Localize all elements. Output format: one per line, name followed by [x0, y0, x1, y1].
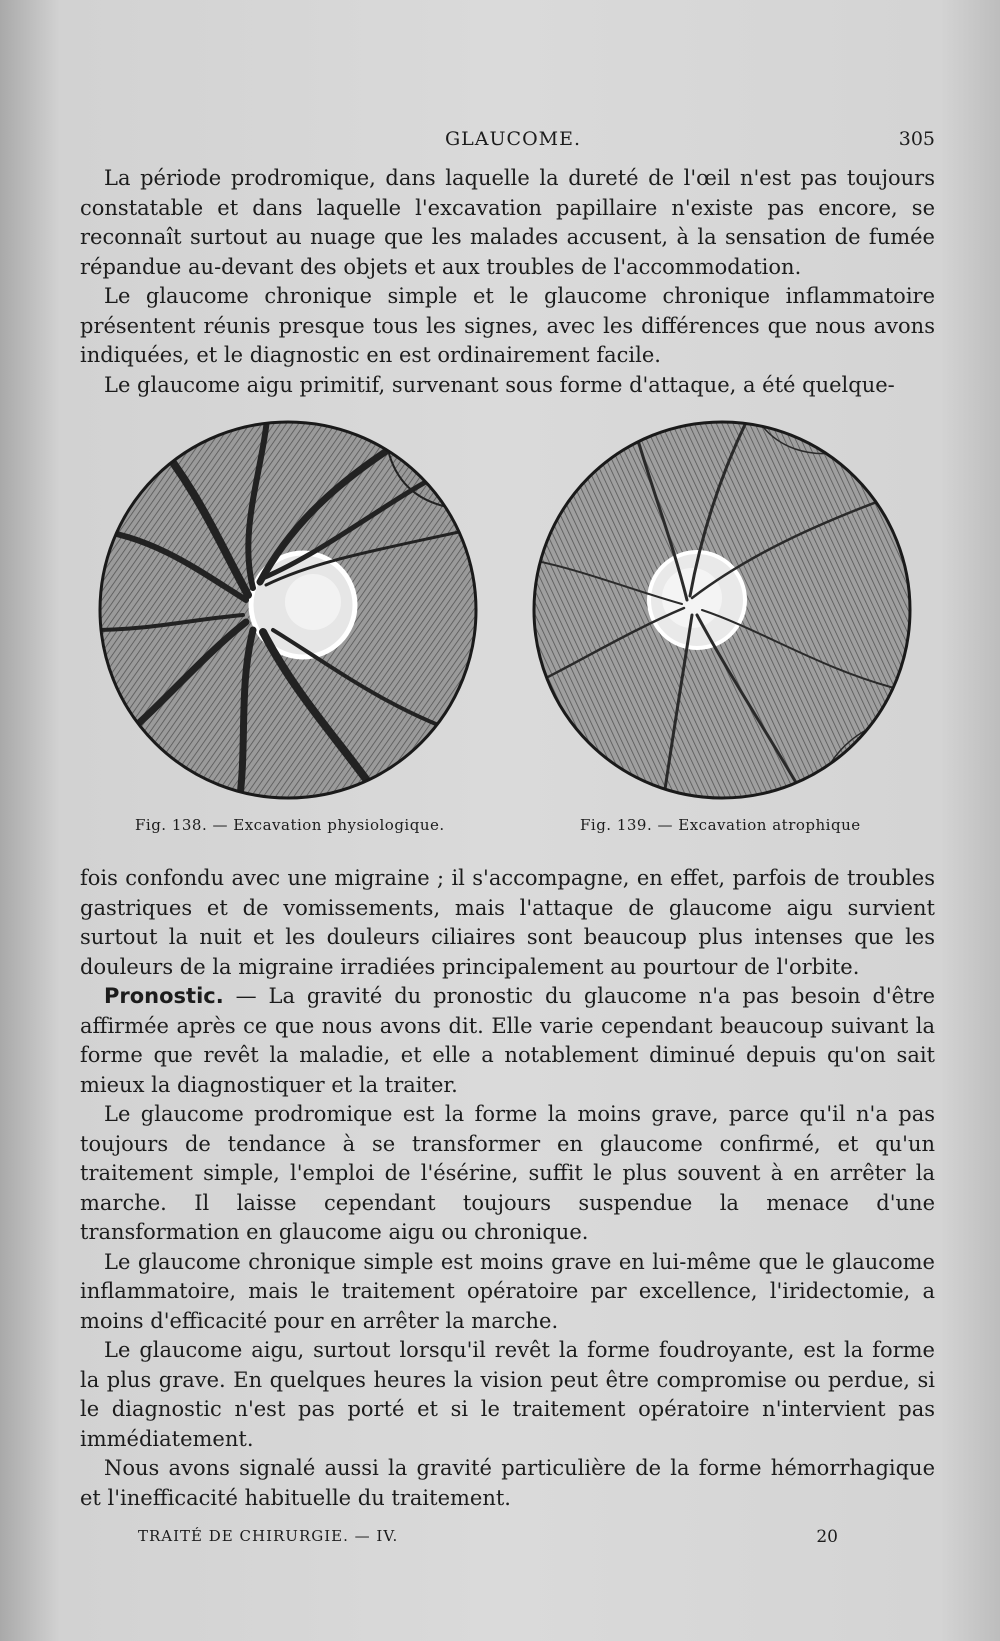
paragraph: Le glaucome prodromique est la forme la moins grave, parce qu'il n'a pas toujours de tendance à se transformer en glaucome confirmé, et qu'un traitement simple, l'emploi de l'ésérine, suffit le plus souvent à en arrêter la marche. Il laisse cependant toujours suspendue la menace d'une transformation en glaucome aigu ou chronique. — [80, 1102, 935, 1244]
section-heading: Pronostic. — [104, 984, 224, 1008]
paragraph-pronostic — [80, 982, 935, 1100]
figure-caption: Fig. 138. — Excavation physiologique. — [135, 816, 445, 834]
figures-row — [80, 410, 935, 840]
signature-mark: 20 — [816, 1527, 838, 1547]
paragraph: Le glaucome aigu, surtout lorsqu'il revêt la forme foudroyante, est la forme la plus grave. En quelques heures la vision peut être compromise ou perdue, si le diagnostic n'est pas porté et si le traitement opératoire n'intervient pas immédiatement. — [80, 1338, 935, 1451]
pronostic-text: — La gravité du pronostic du glaucome n'a pas besoin d'être affirmée après ce que nous avons dit. Elle varie cependant beaucoup suivant la forme que revêt la maladie, et elle a notablement diminué depuis qu'on sait mieux la diagnostiquer et la traiter. — [80, 984, 935, 1097]
figure-caption: Fig. 139. — Excavation atrophique — [580, 816, 861, 834]
figure-138 — [88, 410, 488, 810]
running-title: GLAUCOME. — [445, 128, 582, 150]
book-title: TRAITÉ DE CHIRURGIE. — IV. — [138, 1527, 399, 1545]
paragraph: La période prodromique, dans laquelle la dureté de l'œil n'est pas toujours constatable et dans laquelle l'excavation papillaire n'existe pas encore, se reconnaît surtout au nuage que les malades accusent, à la sensation de fumée répandue au-devant des objets et aux troubles de l'accommodation. — [80, 166, 935, 279]
paragraph: Nous avons signalé aussi la gravité particulière de la forme hémorrhagique et l'inefficacité habituelle du traitement. — [80, 1456, 935, 1510]
figure-139 — [522, 410, 922, 810]
paragraph: Le glaucome chronique simple est moins grave en lui-même que le glaucome inflammatoire, mais le traitement opératoire par excellence, l'iridectomie, a moins d'efficacité pour en arrêter la marche. — [80, 1249, 935, 1333]
text-block-top — [80, 164, 935, 400]
paragraph: Le glaucome chronique simple et le glaucome chronique inflammatoire présentent réunis presque tous les signes, avec les différences que nous avons indiquées, et le diagnostic en est ordinairement facile. — [80, 284, 935, 367]
fundus-illustration-atrophic — [522, 410, 922, 810]
fundus-illustration-physiological — [88, 410, 488, 810]
page-number: 305 — [898, 128, 935, 150]
running-header — [80, 128, 935, 156]
paragraph: Le glaucome aigu primitif, survenant sous forme d'attaque, a été quelque- — [104, 372, 895, 397]
paragraph-continuation: fois confondu avec une migraine ; il s'accompagne, en effet, parfois de troubles gastriques et de vomissements, mais l'attaque de glaucome aigu survient surtout la nuit et les douleurs ciliaires sont beaucoup plus intenses que les douleurs de la migraine irradiées principalement au pourtour de l'orbite. — [80, 866, 935, 979]
page-footer — [138, 1527, 838, 1551]
text-block-bottom — [80, 864, 935, 1513]
